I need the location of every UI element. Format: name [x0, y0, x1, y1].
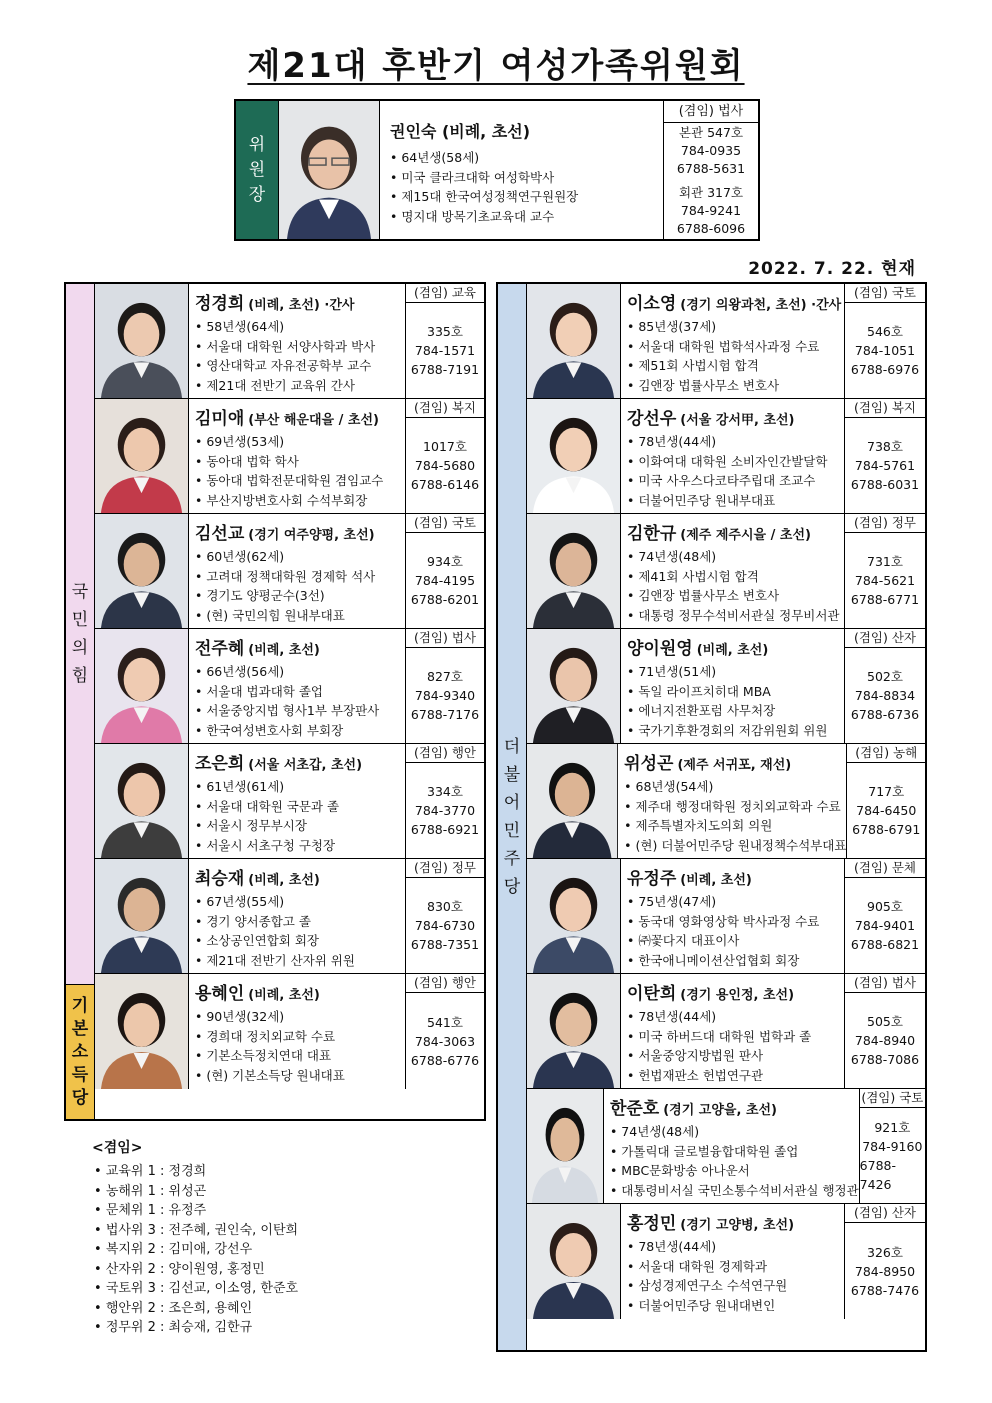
- member-photo: [95, 284, 189, 398]
- member-phone2: 6788-7351: [410, 937, 480, 952]
- page-title: 제21대 후반기 여성가족위원회: [247, 46, 745, 86]
- member-phone2: 6788-7426: [859, 1157, 896, 1192]
- member-contact: [406, 974, 484, 1089]
- member-district: (경기 고양을, 초선): [663, 1103, 777, 1118]
- member-phone1: 784-9340: [414, 688, 476, 703]
- member-room: 502호: [867, 669, 903, 684]
- legend-item: • 문체위 1 : 유정주: [94, 1201, 472, 1221]
- member-name: 정경희: [195, 294, 245, 314]
- member-phone1: 784-5621: [854, 573, 916, 588]
- member-contact: [845, 1204, 925, 1319]
- member-room: 326호: [867, 1244, 903, 1260]
- member-photo: [95, 399, 189, 513]
- member-contact: [845, 399, 925, 513]
- member-card: [95, 629, 484, 744]
- member-contact: [406, 284, 484, 398]
- legend-item: • 국토위 3 : 김선교, 이소영, 한준호: [94, 1279, 472, 1299]
- party-label-basic-income: 기 본 소 득 당: [66, 984, 95, 1119]
- member-committee: (겸임) 문체: [845, 859, 925, 878]
- member-bullets: • 78년생(44세) • 미국 하버드대 대학원 법학과 졸 • 서울중앙지방법원 판사 • 헌법재판소 헌법연구관: [627, 1007, 844, 1085]
- member-room: 921호: [874, 1119, 911, 1135]
- chair-bullets: • 64년생(58세) • 미국 클라크대학 여성학박사 • 제15대 한국여성정책연구원원장 • 명지대 방목기초교육대 교수: [390, 148, 663, 226]
- member-phone2: 6788-7086: [850, 1052, 920, 1067]
- member-contact: [406, 859, 484, 973]
- chair-office1: 본관 547호: [678, 125, 744, 140]
- member-bullets: • 67년생(55세) • 경기 양서종합고 졸 • 소상공인연합회 회장 • 제21대 전반기 산자위 위원: [195, 892, 405, 970]
- member-name: 홍정민: [627, 1214, 677, 1234]
- member-name: 최승재: [195, 869, 245, 889]
- member-photo: [95, 859, 189, 973]
- legend-item: • 농해위 1 : 위성곤: [94, 1182, 472, 1202]
- member-info: [189, 974, 406, 1089]
- member-name: 이탄희: [627, 984, 677, 1004]
- member-committee: (겸임) 정무: [406, 859, 484, 878]
- party-label-democratic: 더 불 어 민 주 당: [498, 284, 527, 1350]
- member-room: 335호: [427, 324, 463, 339]
- member-committee: (겸임) 복지: [845, 399, 925, 418]
- member-contact: [406, 629, 484, 743]
- member-phone2: 6788-6736: [850, 707, 920, 722]
- member-photo: [527, 514, 621, 628]
- member-info: [604, 1089, 860, 1203]
- member-district: (제주 제주시을 / 초선): [680, 528, 811, 543]
- member-phone1: 784-6730: [414, 918, 476, 933]
- member-phone1: 784-1571: [414, 343, 476, 358]
- member-card: [527, 629, 925, 744]
- member-phone2: 6788-6031: [850, 477, 920, 492]
- member-name: 용혜인: [195, 984, 245, 1004]
- member-committee: (겸임) 법사: [845, 974, 925, 993]
- member-room: 334호: [427, 784, 463, 799]
- member-info: [621, 1204, 845, 1319]
- member-phone1: 784-6450: [856, 803, 917, 818]
- member-name: 강선우: [627, 409, 677, 429]
- member-card: [95, 859, 484, 974]
- member-committee: (겸임) 산자: [845, 629, 925, 648]
- member-card: [95, 974, 484, 1089]
- member-name: 김선교: [195, 524, 245, 544]
- member-contact: [845, 629, 925, 743]
- member-district: (서울 서초갑, 초선): [248, 758, 363, 773]
- member-info: [621, 629, 845, 743]
- member-info: [621, 284, 845, 398]
- member-card: [95, 514, 484, 629]
- member-info: [618, 744, 847, 858]
- member-name: 한준호: [609, 1099, 660, 1119]
- legend-item: • 법사위 3 : 전주혜, 권인숙, 이탄희: [94, 1221, 472, 1241]
- member-name: 위성곤: [624, 754, 674, 774]
- member-room: 1017호: [423, 439, 467, 454]
- member-contact: [406, 744, 484, 858]
- chair-committee: (겸임) 법사: [664, 101, 758, 123]
- member-district: (비례, 초선): [248, 988, 320, 1003]
- member-name: 유정주: [627, 869, 677, 889]
- member-info: [621, 974, 845, 1088]
- chair-box: [234, 99, 760, 241]
- member-name: 조은희: [195, 754, 245, 774]
- member-name: 김한규: [627, 524, 677, 544]
- member-district: (경기 의왕과천, 초선) ·간사: [680, 298, 842, 313]
- member-phone2: 6788-6201: [410, 592, 480, 607]
- member-info: [621, 399, 845, 513]
- member-name: 김미애: [195, 409, 245, 429]
- member-phone1: 784-5761: [854, 458, 916, 473]
- member-committee: (겸임) 국토: [860, 1089, 925, 1108]
- member-room: 905호: [867, 899, 903, 914]
- member-phone1: 784-4195: [414, 573, 476, 588]
- member-district: (비례, 초선): [696, 643, 769, 658]
- member-contact: [845, 284, 925, 398]
- member-district: (제주 서귀포, 재선): [677, 758, 792, 773]
- member-district: (비례, 초선): [680, 873, 752, 888]
- right-column: [496, 282, 927, 1352]
- left-column: [64, 282, 486, 1121]
- member-phone2: 6788-6791: [852, 822, 921, 837]
- member-bullets: • 74년생(48세) • 가톨릭대 글로벌융합대학원 졸업 • MBC문화방송 아나운서 • 대통령비서실 국민소통수석비서관실 행정관: [610, 1122, 859, 1200]
- member-info: [621, 514, 845, 628]
- member-card: [527, 974, 925, 1089]
- member-bullets: • 69년생(53세) • 동아대 법학 학사 • 동아대 법학전문대학원 겸임교수 • 부산지방변호사회 수석부회장: [195, 432, 405, 510]
- member-card: [527, 744, 925, 859]
- member-card: [527, 284, 925, 399]
- member-room: 827호: [427, 669, 463, 684]
- member-room: 541호: [427, 1014, 463, 1030]
- legend-title: <겸임>: [92, 1140, 143, 1156]
- member-phone1: 784-9160: [862, 1138, 923, 1154]
- member-info: [189, 399, 406, 513]
- member-bullets: • 68년생(54세) • 제주대 행정대학원 정치외교학과 수료 • 제주특별자치도의회 의원 • (현) 더불어민주당 원내정책수석부대표: [624, 777, 846, 855]
- member-phone2: 6788-7176: [410, 707, 480, 722]
- member-photo: [95, 974, 189, 1089]
- member-district: (비례, 초선): [248, 643, 320, 658]
- chair-office1-phone1: 784-0935: [680, 143, 742, 158]
- member-phone2: 6788-7476: [850, 1282, 920, 1298]
- member-card: [95, 744, 484, 859]
- member-committee: (겸임) 복지: [406, 399, 484, 418]
- member-room: 934호: [427, 554, 463, 569]
- member-photo: [527, 399, 621, 513]
- committee-legend: [92, 1137, 472, 1338]
- member-phone2: 6788-6776: [410, 1052, 480, 1068]
- member-info: [621, 859, 845, 973]
- member-bullets: • 66년생(56세) • 서울대 법과대학 졸업 • 서울중앙지법 형사1부 부장판사 • 한국여성변호사회 부회장: [195, 662, 405, 740]
- member-phone1: 784-5680: [414, 458, 476, 473]
- member-room: 738호: [867, 439, 903, 454]
- member-card: [95, 399, 484, 514]
- member-phone1: 784-8834: [854, 688, 916, 703]
- member-district: (비례, 초선): [248, 873, 320, 888]
- member-district: (경기 여주양평, 초선): [248, 528, 375, 543]
- member-committee: (겸임) 법사: [406, 629, 484, 648]
- party-label-ppp: 국 민 의 힘: [66, 284, 95, 984]
- member-room: 717호: [868, 784, 905, 799]
- member-photo: [95, 629, 189, 743]
- member-info: [189, 629, 406, 743]
- member-card: [95, 284, 484, 399]
- member-bullets: • 58년생(64세) • 서울대 대학원 서양사학과 박사 • 영산대학교 자유전공학부 교수 • 제21대 전반기 교육위 간사: [195, 317, 405, 395]
- member-phone1: 784-9401: [854, 918, 916, 933]
- member-phone2: 6788-6771: [850, 592, 920, 607]
- legend-item: • 복지위 2 : 김미애, 강선우: [94, 1240, 472, 1260]
- member-phone2: 6788-7191: [410, 362, 480, 377]
- member-bullets: • 60년생(62세) • 고려대 정책대학원 경제학 석사 • 경기도 양평군수(3선) • (현) 국민의힘 원내부대표: [195, 547, 405, 625]
- member-contact: [406, 399, 484, 513]
- member-card: [527, 514, 925, 629]
- member-room: 830호: [427, 899, 463, 914]
- member-phone2: 6788-6976: [850, 362, 920, 377]
- chair-office2-phone2: 6788-6096: [676, 221, 746, 236]
- legend-item: • 정무위 2 : 최승재, 김한규: [94, 1318, 472, 1338]
- member-card: [527, 399, 925, 514]
- member-photo: [95, 744, 189, 858]
- member-info: [189, 284, 406, 398]
- member-photo: [527, 1204, 621, 1319]
- member-district: (서울 강서甲, 초선): [680, 413, 795, 428]
- member-contact: [406, 514, 484, 628]
- member-district: (비례, 초선) ·간사: [248, 298, 355, 313]
- member-name: 전주혜: [195, 639, 245, 659]
- legend-item: • 행안위 2 : 조은희, 용혜인: [94, 1299, 472, 1319]
- member-phone2: 6788-6821: [850, 937, 920, 952]
- member-info: [189, 859, 406, 973]
- member-info: [189, 744, 406, 858]
- member-photo: [527, 629, 621, 743]
- member-phone2: 6788-6146: [410, 477, 480, 492]
- member-phone1: 784-8940: [854, 1033, 916, 1048]
- member-photo: [527, 1089, 604, 1203]
- chair-contact: [664, 101, 758, 239]
- chair-office2: 회관 317호: [678, 185, 744, 200]
- member-committee: (겸임) 국토: [406, 514, 484, 533]
- member-name: 이소영: [627, 294, 677, 314]
- member-bullets: • 78년생(44세) • 이화여대 대학원 소비자인간발달학 • 미국 사우스다코타주립대 조교수 • 더불어민주당 원내부대표: [627, 432, 844, 510]
- member-phone1: 784-1051: [854, 343, 916, 358]
- member-committee: (겸임) 정무: [845, 514, 925, 533]
- member-bullets: • 74년생(48세) • 제41회 사법시험 합격 • 김앤장 법률사무소 변호사 • 대통령 정무수석비서관실 정무비서관: [627, 547, 844, 625]
- legend-item: • 교육위 1 : 정경희: [94, 1162, 472, 1182]
- chair-office1-phone2: 6788-5631: [676, 161, 746, 176]
- member-district: (경기 용인정, 초선): [680, 988, 795, 1003]
- legend-item: • 산자위 2 : 양이원영, 홍정민: [94, 1260, 472, 1280]
- chair-info: [380, 101, 664, 239]
- member-info: [189, 514, 406, 628]
- member-room: 546호: [867, 324, 903, 339]
- member-bullets: • 71년생(51세) • 독일 라이프치히대 MBA • 에너지전환포럼 사무처장 • 국가기후환경회의 저감위원회 위원: [627, 662, 844, 740]
- member-photo: [527, 744, 618, 858]
- member-room: 731호: [867, 554, 903, 569]
- member-contact: [845, 974, 925, 1088]
- member-committee: (겸임) 행안: [406, 974, 484, 993]
- member-photo: [527, 284, 621, 398]
- member-committee: (겸임) 행안: [406, 744, 484, 763]
- member-phone1: 784-8950: [854, 1263, 916, 1279]
- legend-list: [92, 1162, 472, 1338]
- member-phone1: 784-3063: [414, 1033, 476, 1049]
- member-card: [527, 1204, 925, 1319]
- member-room: 505호: [867, 1014, 903, 1029]
- member-bullets: • 90년생(32세) • 경희대 정치외교학 수료 • 기본소득정치연대 대표 • (현) 기본소득당 원내대표: [195, 1007, 405, 1085]
- chair-name: 권인숙 (비례, 초선): [390, 122, 531, 141]
- member-committee: (겸임) 교육: [406, 284, 484, 303]
- member-photo: [95, 514, 189, 628]
- member-bullets: • 85년생(37세) • 서울대 대학원 법학석사과정 수료 • 제51회 사법시험 합격 • 김앤장 법률사무소 변호사: [627, 317, 844, 395]
- member-committee: (겸임) 농해: [847, 744, 925, 763]
- chair-office2-phone1: 784-9241: [680, 203, 742, 218]
- member-committee: (겸임) 국토: [845, 284, 925, 303]
- member-committee: (겸임) 산자: [845, 1204, 925, 1223]
- member-bullets: • 78년생(44세) • 서울대 대학원 경제학과 • 삼성경제연구소 수석연구원 • 더불어민주당 원내대변인: [627, 1237, 844, 1315]
- chair-photo: [279, 101, 380, 239]
- member-card: [527, 1089, 925, 1204]
- member-contact: [860, 1089, 925, 1203]
- chair-role-label: 위 원 장: [236, 101, 279, 239]
- member-contact: [845, 859, 925, 973]
- member-bullets: • 61년생(61세) • 서울대 대학원 국문과 졸 • 서울시 정무부시장 • 서울시 서초구청 구청장: [195, 777, 405, 855]
- member-bullets: • 75년생(47세) • 동국대 영화영상학 박사과정 수료 • ㈜꽃다지 대표이사 • 한국애니메이션산업협회 회장: [627, 892, 844, 970]
- member-card: [527, 859, 925, 974]
- as-of-date: 2022. 7. 22. 현재: [748, 259, 916, 279]
- member-district: (부산 해운대을 / 초선): [248, 413, 379, 428]
- member-district: (경기 고양병, 초선): [680, 1218, 795, 1233]
- member-photo: [527, 974, 621, 1088]
- member-photo: [527, 859, 621, 973]
- member-contact: [847, 744, 925, 858]
- member-contact: [845, 514, 925, 628]
- member-name: 양이원영: [627, 639, 693, 659]
- member-phone1: 784-3770: [414, 803, 476, 818]
- member-phone2: 6788-6921: [410, 822, 480, 837]
